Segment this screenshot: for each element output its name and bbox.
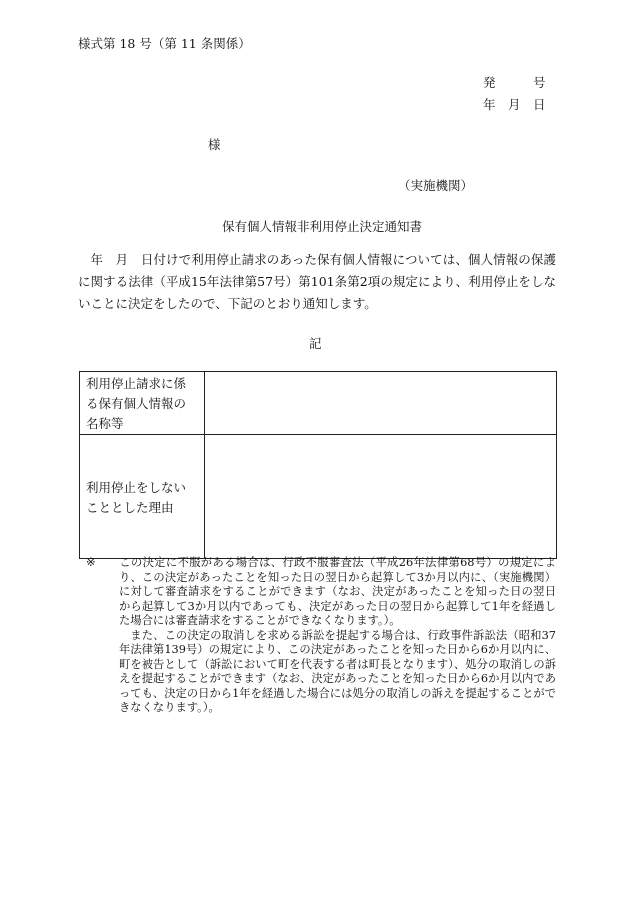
- document-title: 保有個人情報非利用停止決定通知書: [222, 219, 423, 234]
- issue-date: 年 月 日: [483, 97, 546, 112]
- table-label-cell: 利用停止をしないこととした理由: [80, 435, 205, 559]
- agency-name: （実施機関）: [398, 178, 474, 193]
- body-text: [78, 249, 556, 315]
- addressee: 様: [208, 137, 221, 152]
- table-row: [80, 372, 557, 435]
- notes-section: [86, 556, 556, 716]
- ki-heading: 記: [309, 336, 322, 351]
- issue-number: 発 号: [483, 75, 546, 90]
- table-value-cell: [205, 372, 557, 435]
- note-2: また、この決定の取消しを求める訴訟を提起する場合は、行政事件訴訟法（昭和37年法律第139号）の規定により、この決定があったことを知った日から6か月以内に、町を被告として（訴訟において町を代表する者は町長となります）、処分の取消しの訴えを提起することができます（なお、決定があったことを知った日から6か月以内であっても、決定の日から1年を経過した場合には処分の取消しの訴えを提起することができなくなります。）。: [119, 628, 556, 714]
- note-1: [86, 556, 556, 629]
- note-1-text: この決定に不服がある場合は、行政不服審査法（平成26年法律第68号）の規定により、この決定があったことを知った日の翌日から起算して3か月以内に、（実施機関）に対して審査請求をすることができます（なお、決定があったことを知った日の翌日から起算して3か月以内であっても、決定があった日の翌日から起算して1年を経過した場合には審査請求をすることができなくなります。）。: [119, 556, 556, 627]
- body-paragraph: 年 月 日付けで利用停止請求のあった保有個人情報については、個人情報の保護に関する法律（平成15年法律第57号）第101条第2項の規定により、利用停止をしないことに決定をしたので、下記のとおり通知します。: [78, 252, 556, 311]
- table-value-cell: [205, 435, 557, 559]
- table-row: [80, 435, 557, 559]
- table-label-cell: 利用停止請求に係る保有個人情報の名称等: [80, 372, 205, 435]
- record-table: [79, 371, 557, 559]
- form-number: 様式第 18 号（第 11 条関係）: [78, 36, 251, 51]
- note-mark: ※: [86, 556, 96, 569]
